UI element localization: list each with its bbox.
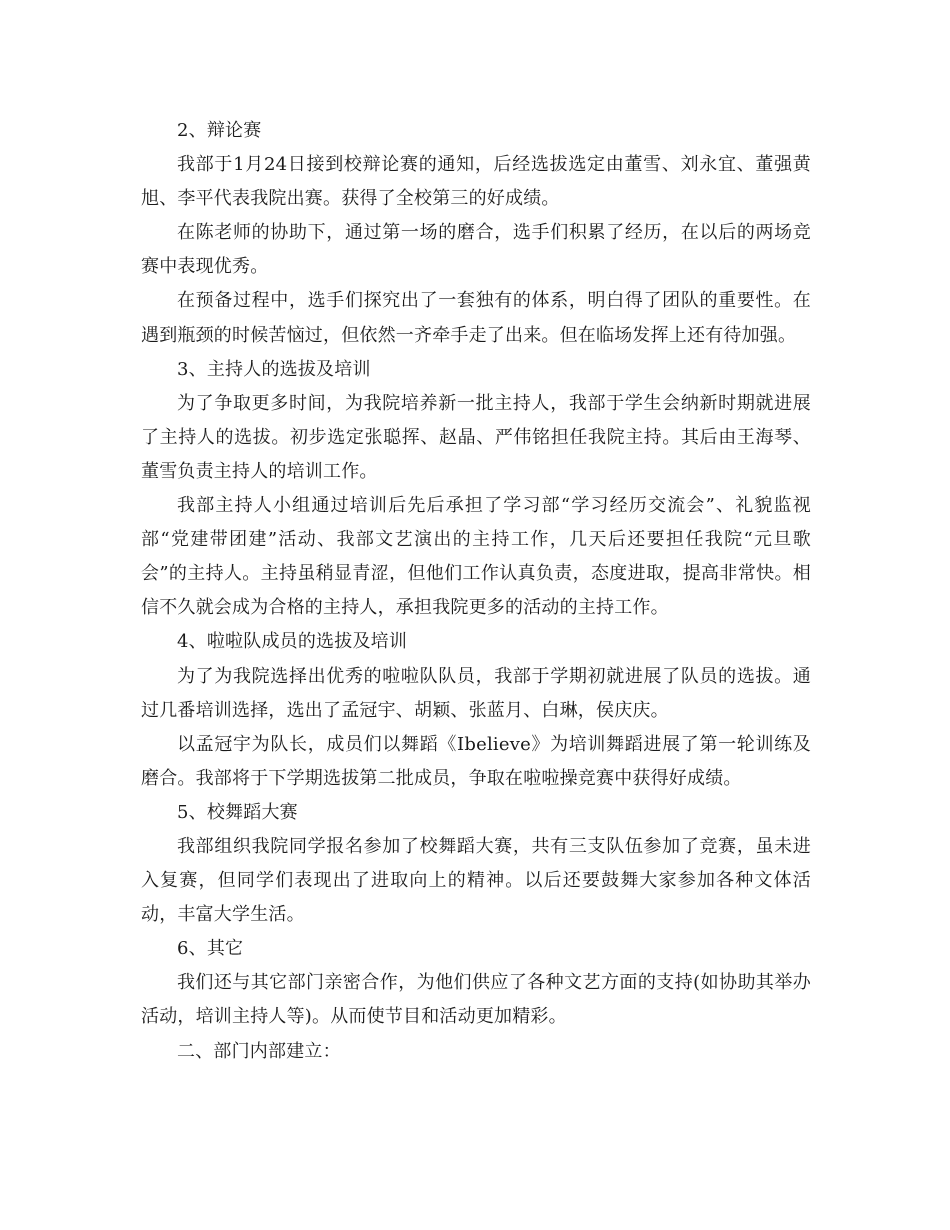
document-body (141, 114, 811, 1069)
paragraph: 以孟冠宇为队长，成员们以舞蹈《Ibelieve》为培训舞蹈进展了第一轮训练及磨合。我部将于下学期选拔第二批成员，争取在啦啦操竞赛中获得好成绩。 (141, 733, 811, 789)
section-heading-dance-contest: 5、校舞蹈大赛 (177, 801, 298, 823)
section-heading-internal-building: 二、部门内部建立： (177, 1040, 341, 1062)
paragraph: 为了争取更多时间，为我院培养新一批主持人，我部于学生会纳新时期就进展了主持人的选拔。初步选定张聪挥、赵晶、严伟铭担任我院主持。其后由王海琴、董雪负责主持人的培训工作。 (141, 392, 811, 482)
paragraph: 在陈老师的协助下，通过第一场的磨合，选手们积累了经历，在以后的两场竞赛中表现优秀。 (141, 222, 811, 278)
paragraph: 在预备过程中，选手们探究出了一套独有的体系，明白得了团队的重要性。在遇到瓶颈的时候苦恼过，但依然一齐牵手走了出来。但在临场发挥上还有待加强。 (141, 290, 811, 346)
paragraph: 我部组织我院同学报名参加了校舞蹈大赛，共有三支队伍参加了竞赛，虽未进入复赛，但同学们表现出了进取向上的精神。以后还要鼓舞大家参加各种文体活动，丰富大学生活。 (141, 835, 811, 926)
section-heading-cheerleading: 4、啦啦队成员的选拔及培训 (177, 631, 408, 653)
section-heading-other: 6、其它 (177, 938, 244, 960)
paragraph: 我部主持人小组通过培训后先后承担了学习部“学习经历交流会”、礼貌监视部“党建带团建”活动、我部文艺演出的主持工作，几天后还要担任我院“元旦歌会”的主持人。主持虽稍显青涩，但他们工作认真负责，态度进取，提高非常快。相信不久就会成为合格的主持人，承担我院更多的活动的主持工作。 (141, 495, 811, 619)
section-heading-host-selection: 3、主持人的选拔及培训 (177, 358, 371, 380)
paragraph: 我们还与其它部门亲密合作，为他们供应了各种文艺方面的支持(如协助其举办活动，培训主持人等)。从而使节目和活动更加精彩。 (141, 972, 811, 1028)
paragraph: 为了为我院选择出优秀的啦啦队队员，我部于学期初就进展了队员的选拔。通过几番培训选择，选出了孟冠宇、胡颖、张蓝月、白琳，侯庆庆。 (141, 665, 811, 721)
paragraph: 我部于1月24日接到校辩论赛的通知，后经选拔选定由董雪、刘永宜、董强黄旭、李平代表我院出赛。获得了全校第三的好成绩。 (141, 154, 811, 210)
section-heading-debate: 2、辩论赛 (177, 120, 262, 141)
